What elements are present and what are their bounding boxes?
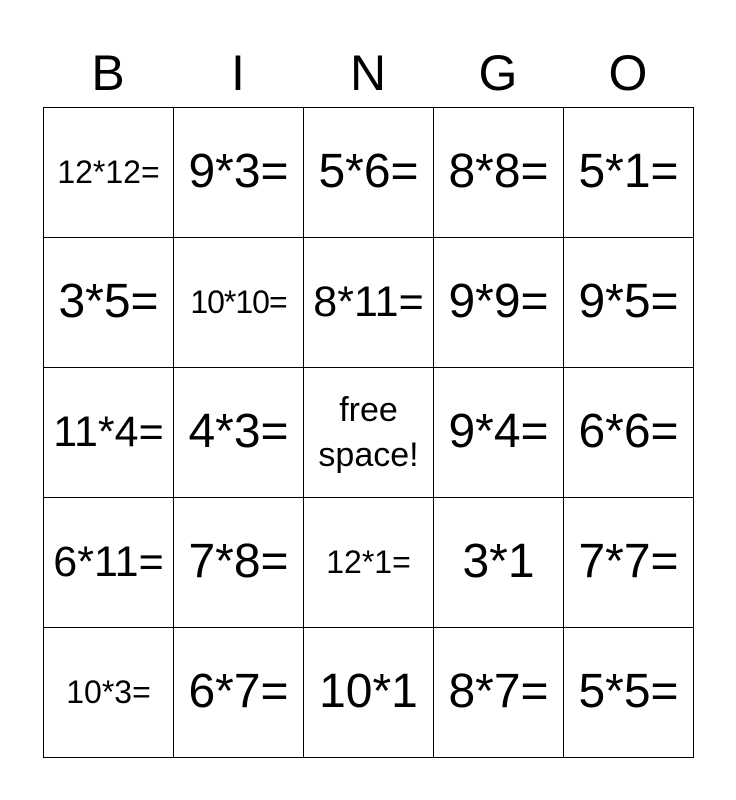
bingo-cell: 8*11=	[304, 238, 434, 368]
bingo-cell: 6*11=	[44, 498, 174, 628]
bingo-cell: 6*7=	[174, 628, 304, 758]
bingo-cell: 9*9=	[434, 238, 564, 368]
bingo-board	[43, 107, 694, 758]
bingo-header	[43, 42, 693, 104]
bingo-cell: 6*6=	[564, 368, 694, 498]
bingo-cell: 10*3=	[44, 628, 174, 758]
header-letter-b: B	[91, 45, 125, 101]
bingo-cell: 10*1	[304, 628, 434, 758]
bingo-cell: 7*8=	[174, 498, 304, 628]
bingo-cell: 4*3=	[174, 368, 304, 498]
bingo-cell: 5*6=	[304, 108, 434, 238]
bingo-cell: 12*12=	[44, 108, 174, 238]
bingo-cell: 5*1=	[564, 108, 694, 238]
free-space-cell: free space!	[304, 368, 434, 498]
bingo-cell: 9*3=	[174, 108, 304, 238]
bingo-cell: 7*7=	[564, 498, 694, 628]
header-letter-n: N	[349, 45, 387, 101]
bingo-cell: 11*4=	[44, 368, 174, 498]
bingo-cell: 9*4=	[434, 368, 564, 498]
bingo-cell: 9*5=	[564, 238, 694, 368]
header-letter-g: G	[478, 45, 518, 101]
bingo-cell: 8*7=	[434, 628, 564, 758]
bingo-cell: 3*1	[434, 498, 564, 628]
bingo-cell: 10*10=	[174, 238, 304, 368]
bingo-cell: 3*5=	[44, 238, 174, 368]
bingo-cell: 5*5=	[564, 628, 694, 758]
bingo-cell: 8*8=	[434, 108, 564, 238]
bingo-cell: 12*1=	[304, 498, 434, 628]
header-letter-i: I	[231, 45, 245, 101]
header-letter-o: O	[608, 45, 648, 101]
